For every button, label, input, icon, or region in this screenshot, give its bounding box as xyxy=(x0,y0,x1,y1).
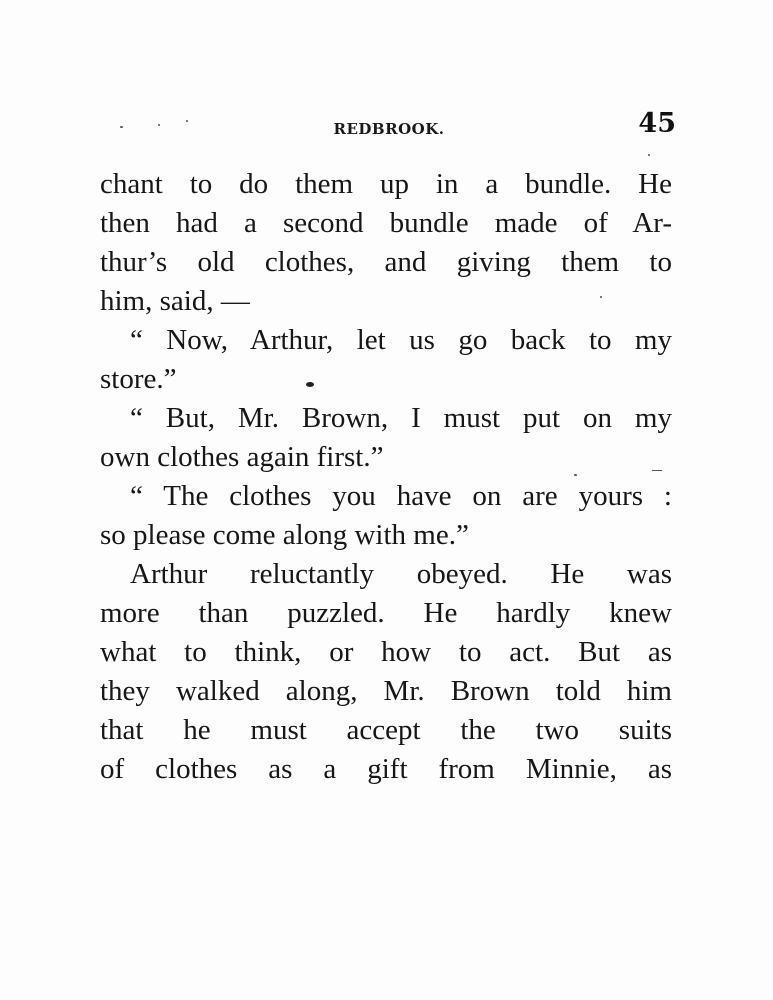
text-line: “ Now, Arthur, let us go back to my xyxy=(130,324,672,356)
running-title: REDBROOK. xyxy=(333,120,445,138)
text-line: “ The clothes you have on are yours : xyxy=(130,480,672,512)
text-line: so please come along with me.” xyxy=(100,519,469,551)
text-line: chant to do them up in a bundle. He xyxy=(100,168,672,200)
page-number: 45 xyxy=(638,108,676,139)
text-line: more than puzzled. He hardly knew xyxy=(100,597,672,629)
text-line: him, said, — xyxy=(100,285,250,317)
text-line: they walked along, Mr. Brown told him xyxy=(100,675,672,707)
scan-speck xyxy=(158,124,160,126)
running-head xyxy=(100,108,678,144)
scan-speck xyxy=(648,154,650,156)
text-line: of clothes as a gift from Minnie, as xyxy=(100,753,672,785)
text-line: then had a second bundle made of Ar- xyxy=(100,207,672,239)
body-text xyxy=(100,165,672,789)
text-line: Arthur reluctantly obeyed. He was xyxy=(130,558,672,590)
text-line: what to think, or how to act. But as xyxy=(100,636,672,668)
text-line: “ But, Mr. Brown, I must put on my xyxy=(130,402,672,434)
text-line: own clothes again first.” xyxy=(100,441,384,473)
text-line: store.” xyxy=(100,363,177,395)
text-line: thur’s old clothes, and giving them to xyxy=(100,246,672,278)
scan-speck xyxy=(120,126,123,128)
scan-speck xyxy=(186,120,188,122)
text-line: that he must accept the two suits xyxy=(100,714,672,746)
